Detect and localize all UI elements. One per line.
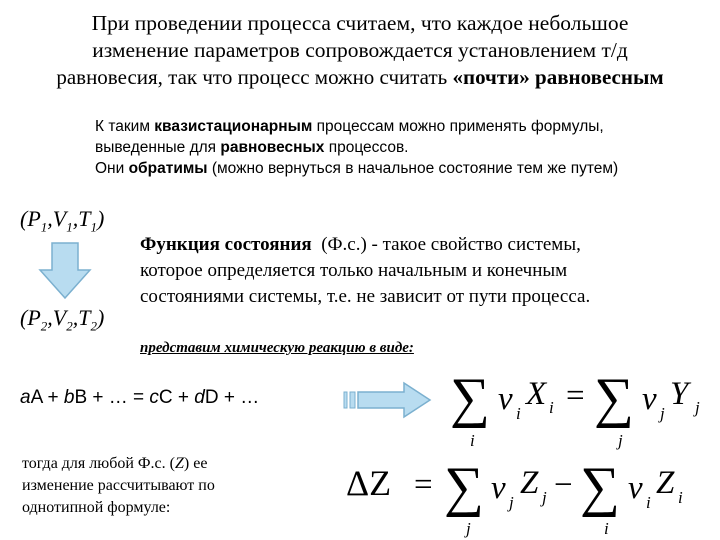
svg-text:j: j xyxy=(660,404,665,423)
svg-text:i: i xyxy=(604,519,609,538)
definition-line-3: состояниями системы, т.е. не зависит от пути процесса. xyxy=(140,286,591,307)
definition-text: (Ф.с.) - такое свойство системы, xyxy=(311,234,581,255)
title-line-3-text: равновесия, так что процесс можно считать xyxy=(56,65,453,89)
svg-text:Z: Z xyxy=(520,465,539,501)
note-line-2 xyxy=(95,137,715,158)
sum-symbol: ∑ xyxy=(444,456,484,518)
note-line-1 xyxy=(95,116,715,137)
note-text: процессам можно применять формулы, xyxy=(312,118,604,135)
note-text: (можно вернуться в начальное состояние тем же путем) xyxy=(207,160,619,177)
note-bold-term: равновесных xyxy=(220,139,325,156)
svg-text:ν: ν xyxy=(491,470,506,506)
note-text: процессов. xyxy=(324,139,409,156)
svg-text:=: = xyxy=(414,467,433,503)
reaction-intro: представим химическую реакцию в виде: xyxy=(140,340,414,356)
svg-text:Y: Y xyxy=(670,376,689,412)
svg-text:i: i xyxy=(516,404,521,423)
definition-line-1 xyxy=(140,232,720,258)
formula-delta-z xyxy=(340,440,718,538)
title-emphasis: «почти» равновесным xyxy=(452,65,664,89)
svg-text:ν: ν xyxy=(498,381,513,417)
reaction-equation: aA + bB + … = cC + dD + … xyxy=(20,387,260,408)
definition-term: Функция состояния xyxy=(140,234,312,255)
svg-text:j: j xyxy=(509,493,514,512)
title-line-1: При проведении процесса считаем, что каждое небольшое xyxy=(91,11,629,35)
svg-text:X: X xyxy=(526,376,547,412)
sum-symbol: ∑ xyxy=(580,456,620,518)
bottom-line-3: однотипной формуле: xyxy=(22,499,171,516)
note-text: выведенные для xyxy=(95,139,221,156)
svg-text:j: j xyxy=(542,488,547,507)
note-text: К таким xyxy=(95,118,155,135)
svg-text:ν: ν xyxy=(628,470,643,506)
down-arrow-icon xyxy=(38,242,92,300)
note-line-3 xyxy=(95,158,715,179)
final-state-label: $(P_2,V_2,T_2)$ xyxy=(20,305,105,334)
svg-text:=: = xyxy=(566,378,585,414)
right-arrow-icon xyxy=(342,380,434,420)
svg-text:−: − xyxy=(554,467,573,503)
svg-text:j: j xyxy=(695,398,700,417)
bottom-line-2: изменение рассчитывают по xyxy=(22,477,215,494)
svg-text:Z: Z xyxy=(656,465,675,501)
svg-text:j: j xyxy=(466,519,471,538)
svg-text:ν: ν xyxy=(642,381,657,417)
note-text: Они xyxy=(95,160,129,177)
svg-text:i: i xyxy=(549,398,554,417)
title-line-2: изменение параметров сопровождается установлением т/д xyxy=(92,38,628,62)
state-function-change-text xyxy=(22,453,282,519)
sum-symbol: ∑ xyxy=(450,367,490,429)
sum-symbol: ∑ xyxy=(594,367,634,429)
state-function-definition xyxy=(140,232,720,310)
svg-text:j: j xyxy=(618,431,623,450)
note-bold-term: обратимы xyxy=(128,160,208,177)
formula-sum-products-reactants xyxy=(448,356,720,452)
svg-text:i: i xyxy=(678,488,683,507)
slide-title xyxy=(0,10,720,91)
quasistatic-note xyxy=(95,116,715,179)
svg-text:ΔZ: ΔZ xyxy=(346,463,392,503)
bottom-line-1: тогда для любой Ф.с. (Z) ее xyxy=(22,455,208,472)
svg-text:i: i xyxy=(470,431,475,450)
definition-line-2: которое определяется только начальным и конечным xyxy=(140,260,568,281)
initial-state-label: $(P_1,V_1,T_1)$ xyxy=(20,206,105,235)
note-bold-term: квазистационарным xyxy=(154,118,313,135)
svg-text:i: i xyxy=(646,493,651,512)
title-line-3 xyxy=(0,64,720,91)
